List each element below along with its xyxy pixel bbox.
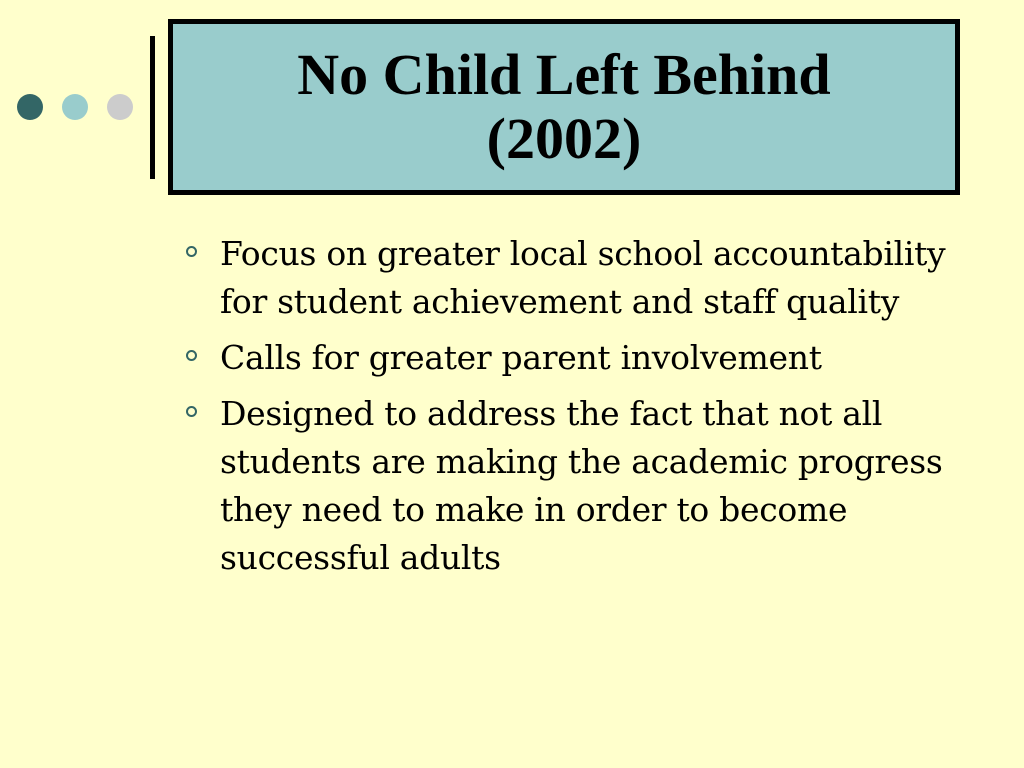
bullet-text: Calls for greater parent involvement [220, 338, 822, 377]
vertical-divider [150, 36, 155, 179]
dot-dark [17, 94, 43, 120]
bullet-item [186, 390, 986, 582]
bullet-item [186, 334, 986, 382]
title-box [168, 19, 960, 195]
bullet-text: Focus on greater local school accountability for student achievement and staff quality [220, 234, 946, 321]
bullet-ring-icon [186, 350, 197, 361]
dot-light [107, 94, 133, 120]
bullet-ring-icon [186, 246, 197, 257]
bullet-item [186, 230, 986, 326]
decorative-dots [17, 94, 133, 120]
bullet-list [186, 230, 986, 590]
dot-medium [62, 94, 88, 120]
bullet-ring-icon [186, 406, 197, 417]
slide-title: No Child Left Behind (2002) [297, 42, 831, 171]
bullet-text: Designed to address the fact that not all students are making the academic progress they need to make in order to become successful adults [220, 394, 943, 577]
